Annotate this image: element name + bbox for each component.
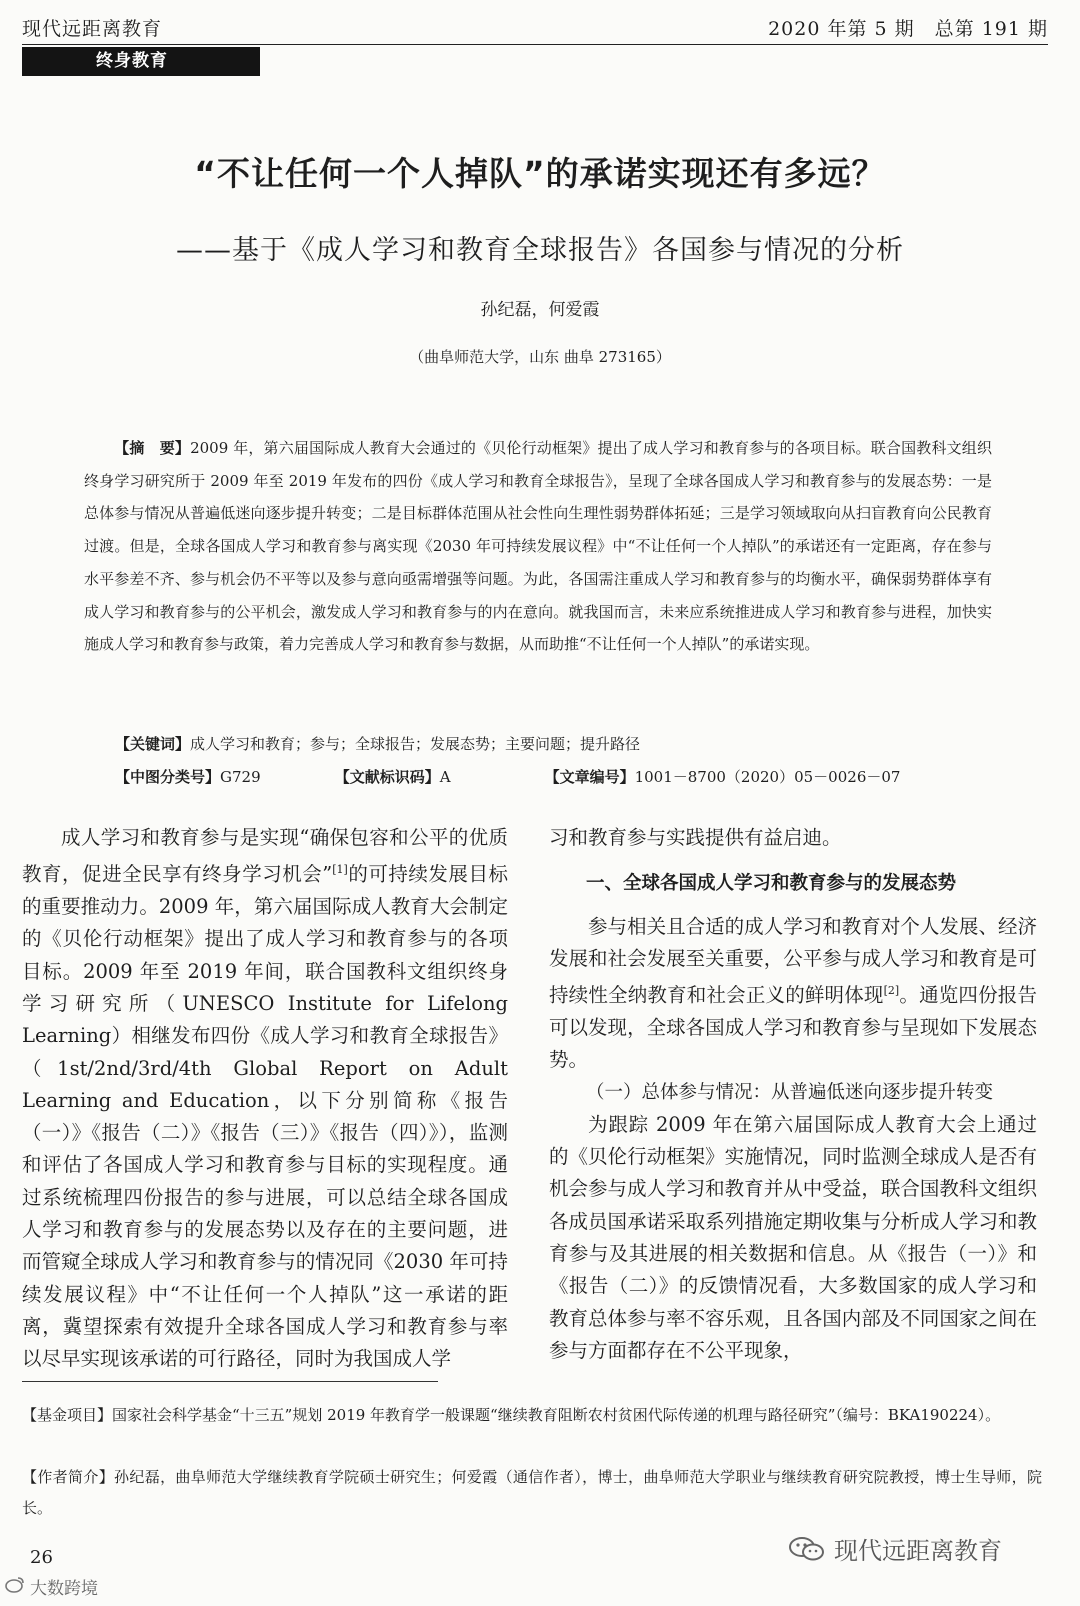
watermark-left-text: 大数跨境 (30, 1579, 98, 1599)
wechat-icon (788, 1536, 826, 1562)
watermark-left (4, 1574, 98, 1599)
section-heading: 一、全球各国成人学习和教育参与的发展态势 (586, 873, 957, 895)
clc-value: G729 (220, 768, 261, 786)
article-title: “不让任何一个人掉队”的承诺实现还有多远？ (194, 154, 886, 193)
abstract-text: 2009 年，第六届国际成人教育大会通过的《贝伦行动框架》提出了成人学习和教育参与的各项目标。联合国教科文组织终身学习研究所于 2009 年至 2019 年发布的四份《成人学习和教育全球报告》，呈现了全球各国成人学习和教育参与的发展态势：一是总体参与情况从普遍低迷向逐步提升转变；二是目标群体范围从社会性向生理性弱势群体拓延；三是学习领域取向从扫盲教育向公民教育过渡。但是，全球各国成人学习和教育参与离实现《2030 年可持续发展议程》中“不让任何一个人掉队”的承诺还有一定距离，存在参与水平参差不齐、参与机会仍不平等以及参与意向亟需增强等问题。为此，各国需注重成人学习和教育参与的均衡水平，确保弱势群体享有成人学习和教育参与的公平机会，激发成人学习和教育参与的内在意向。就我国而言，未来应系统推进成人学习和教育参与进程，加快实施成人学习和教育参与政策，着力完善成人学习和教育参与数据，从而助推“不让任何一个人掉队”的承诺实现。 (84, 439, 992, 654)
keywords-label: 【关键词】 (115, 735, 191, 753)
issue-info: 2020 年第 5 期 总第 191 期 (768, 18, 1048, 40)
keywords-text: 成人学习和教育；参与；全球报告；发展态势；主要问题；提升路径 (190, 735, 641, 753)
body-paragraph-continued: 习和教育参与实践提供有益启迪。 (549, 826, 842, 849)
citation-ref: [1] (332, 863, 348, 877)
watermark-text: 现代远距离教育 (834, 1537, 1002, 1565)
weibo-icon (4, 1575, 26, 1598)
body-paragraph: 成人学习和教育参与是实现“确保包容和公平的优质教育，促进全民享有终身学习机会”[1]的可持续发展目标的重要推动力。2009 年，第六届国际成人教育大会制定的《贝伦行动框架》提出了成人学习和教育参与的各项目标。2009 年至 2019 年间，联合国教科文组织终身学习研究所（UNESCO Institute for Lifelong Learning）相继发布四份《成人学习和教育全球报告》（1st/2nd/3rd/4th Global Report on Adult Learning and Education，以下分别简称《报告（一）》《报告（二）》《报告（三）》《报告（四）》），监测和评估了各国成人学习和教育参与目标的实现程度。通过系统梳理四份报告的参与进展，可以总结全球各国成人学习和教育参与的发展态势以及存在的主要问题，进而管窥全球成人学习和教育参与的情况同《2030 年可持续发展议程》中“不让任何一个人掉队”这一承诺的距离，冀望探索有效提升全球各国成人学习和教育参与率以尽早实现该承诺的可行路径，同时为我国成人学 (22, 826, 508, 1371)
article-no-value: 1001－8700（2020）05－0026－07 (634, 768, 901, 786)
journal-name: 现代远距离教育 (22, 18, 163, 40)
footnote-rule (22, 1381, 438, 1382)
footnote-fund: 【基金项目】国家社会科学基金“十三五”规划 2019 年教育学一般课题“继续教育阻断农村贫困代际传递的机理与路径研究”（编号：BKA190224）。 (22, 1406, 1001, 1424)
article-subtitle: ——基于《成人学习和教育全球报告》各国参与情况的分析 (176, 235, 904, 266)
abstract-label: 【摘 要】 (114, 439, 191, 457)
clc-label: 【中图分类号】 (115, 768, 221, 786)
authors: 孙纪磊，何爱霞 (480, 300, 600, 320)
body-paragraph: 为跟踪 2009 年在第六届国际成人教育大会上通过的《贝伦行动框架》实施情况，同时监测全球成人是否有机会参与成人学习和教育并从中受益，联合国教科文组织各成员国承诺采取系列措施定期收集与分析成人学习和教育参与及其进展的相关数据和信息。从《报告（一）》和《报告（二）》的反馈情况看，大多数国家的成人学习和教育总体参与率不容乐观，且各国内部及不同国家之间在参与方面都存在不公平现象， (549, 1112, 1037, 1362)
page-number: 26 (30, 1547, 53, 1568)
affiliation: （曲阜师范大学，山东 曲阜 273165） (409, 348, 671, 366)
citation-ref: [2] (883, 984, 900, 998)
subsection-heading: （一）总体参与情况：从普遍低迷向逐步提升转变 (586, 1081, 994, 1103)
header-rule (22, 44, 1048, 45)
body-right-column (549, 822, 1037, 1367)
doc-code-label: 【文献标识码】 (334, 768, 440, 786)
body-paragraph: 参与相关且合适的成人学习和教育对个人发展、经济发展和社会发展至关重要，公平参与成人学习和教育是可持续性全纳教育和社会正义的鲜明体现[2]。通览四份报告可以发现，全球各国成人学习和教育参与呈现如下发展态势。 (549, 914, 1037, 1072)
watermark-right (788, 1531, 1002, 1566)
abstract (84, 432, 992, 661)
section-tag: 终身教育 (22, 47, 260, 76)
body-left-column (22, 822, 508, 1376)
keywords (115, 733, 640, 754)
classification-row (115, 766, 900, 787)
footnote-author-bio: 【作者简介】孙纪磊，曲阜师范大学继续教育学院硕士研究生；何爱霞（通信作者），博士，曲阜师范大学职业与继续教育研究院教授，博士生导师，院长。 (22, 1468, 1042, 1517)
doc-code-value: A (439, 768, 451, 786)
article-no-label: 【文章编号】 (544, 768, 635, 786)
